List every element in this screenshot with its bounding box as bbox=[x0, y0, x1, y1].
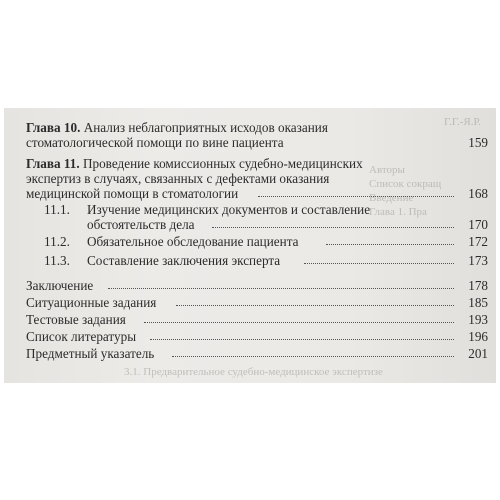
bleed-through-text: Г.Г.-Я.Р. bbox=[444, 116, 481, 128]
entry-page: 196 bbox=[468, 329, 488, 344]
dot-leader bbox=[304, 253, 454, 264]
chapter11-title-line2: экспертиз в случаях, связанных с дефектами оказания bbox=[26, 171, 330, 186]
chapter11-page: 168 bbox=[468, 186, 488, 201]
dot-leader bbox=[258, 186, 454, 197]
subsection-number: 11.3. bbox=[44, 253, 70, 268]
toc-entry[interactable] bbox=[26, 312, 488, 328]
toc-chapter10-cont[interactable] bbox=[26, 135, 488, 151]
bleed-through-text: 3.1. Предварительное судебно-медицинское экспертизе bbox=[124, 366, 383, 378]
bleed-through-text: Авторы bbox=[369, 164, 405, 176]
chapter10-label: Глава 10. bbox=[26, 120, 81, 135]
toc-subsection-11-1-cont[interactable] bbox=[26, 217, 488, 233]
dot-leader bbox=[172, 346, 454, 357]
dot-leader bbox=[176, 295, 454, 306]
entry-label: Предметный указатель bbox=[26, 346, 155, 361]
page-photo bbox=[4, 108, 496, 383]
subsection-number: 11.1. bbox=[44, 202, 70, 217]
dot-leader bbox=[108, 278, 454, 289]
toc-chapter11-cont[interactable] bbox=[26, 171, 488, 187]
subsection-title: Обязательное обследование пациента bbox=[87, 234, 299, 249]
subsection-page: 172 bbox=[468, 234, 488, 249]
toc-subsection-11-1[interactable] bbox=[26, 202, 488, 218]
chapter11-title-line3: медицинской помощи в стоматологии bbox=[26, 186, 239, 201]
toc-entry[interactable] bbox=[26, 278, 488, 294]
toc-entry[interactable] bbox=[26, 346, 488, 362]
entry-label: Заключение bbox=[26, 278, 94, 293]
toc-chapter10[interactable] bbox=[26, 120, 488, 136]
subsection-title: Составление заключения эксперта bbox=[87, 253, 281, 268]
subsection-page: 170 bbox=[468, 217, 488, 232]
chapter10-title-line2: стоматологической помощи по вине пациента bbox=[26, 135, 284, 150]
entry-page: 193 bbox=[468, 312, 488, 327]
toc-entry[interactable] bbox=[26, 329, 488, 345]
entry-label: Список литературы bbox=[26, 329, 137, 344]
toc-chapter11[interactable] bbox=[26, 156, 488, 172]
toc-entry[interactable] bbox=[26, 295, 488, 311]
entry-label: Тестовые задания bbox=[26, 312, 126, 327]
entry-label: Ситуационные задания bbox=[26, 295, 157, 310]
chapter10-title-line1: Анализ неблагоприятных исходов оказания bbox=[83, 120, 328, 135]
dot-leader bbox=[150, 329, 454, 340]
subsection-page: 173 bbox=[468, 253, 488, 268]
subsection-title-line2: обстоятельств дела bbox=[87, 217, 195, 232]
toc-chapter11-cont2[interactable] bbox=[26, 186, 488, 202]
chapter10-page: 159 bbox=[468, 135, 488, 150]
entry-page: 178 bbox=[468, 278, 488, 293]
subsection-number: 11.2. bbox=[44, 234, 70, 249]
subsection-title: Изучение медицинских документов и составление bbox=[87, 202, 371, 217]
toc-subsection-11-2[interactable] bbox=[26, 234, 488, 250]
dot-leader bbox=[144, 312, 454, 323]
entry-page: 201 bbox=[468, 346, 488, 361]
entry-page: 185 bbox=[468, 295, 488, 310]
bleed-through-text: Введение bbox=[369, 192, 414, 204]
dot-leader bbox=[326, 234, 454, 245]
chapter11-title-line1: Проведение комиссионных судебно-медицинских bbox=[82, 156, 363, 171]
toc-subsection-11-3[interactable] bbox=[26, 253, 488, 269]
chapter11-label: Глава 11. bbox=[26, 156, 80, 171]
dot-leader bbox=[212, 217, 454, 228]
bleed-through-text: Глава 1. Пра bbox=[369, 206, 427, 218]
bleed-through-text: Список сокращ bbox=[369, 178, 442, 190]
